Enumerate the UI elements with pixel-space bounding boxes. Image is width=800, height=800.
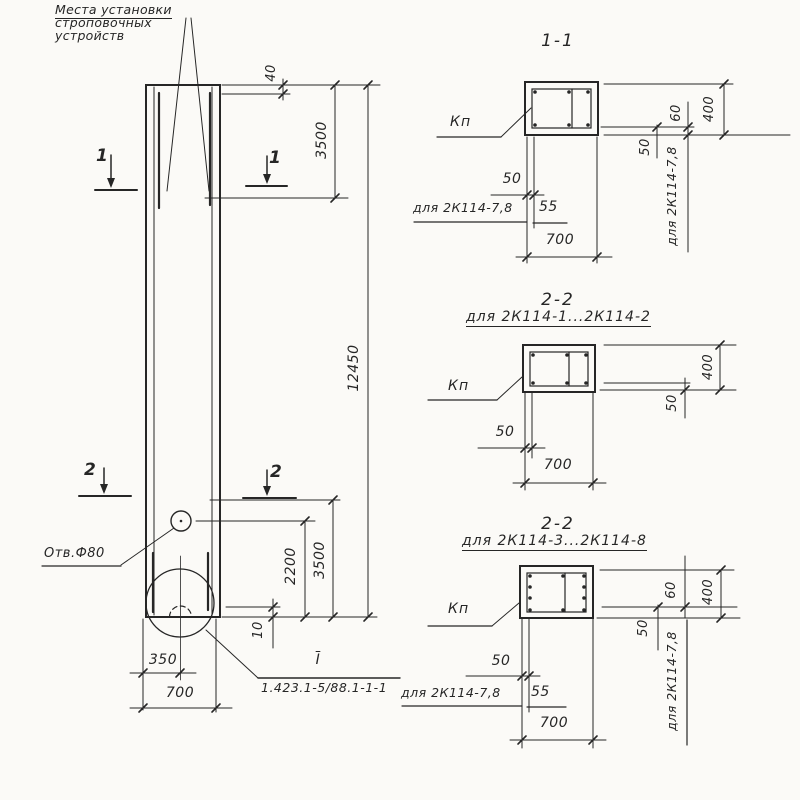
section-2-2a-lines: [428, 345, 736, 490]
dim-lower-3500: 3500: [312, 541, 328, 579]
section-1-1-dim-700: 700: [545, 232, 575, 248]
dim-width-700: 700: [165, 685, 195, 701]
detail-circle: [146, 569, 214, 637]
section-2-2a-subtitle: для 2К114-1...2К114-2: [466, 309, 651, 325]
section-2-2b-dim-400: 400: [700, 578, 716, 606]
section-2-2b-dim-60: 60: [663, 581, 679, 599]
dim-top-offset-40: 40: [263, 64, 279, 82]
section-2-2b-subtitle: для 2К114-3...2К114-8: [462, 533, 647, 549]
strop-note-line2: строповочных: [55, 15, 152, 31]
section-2-2b-right-note: для 2К114-7,8: [663, 631, 679, 731]
column-elevation-lines: [146, 18, 220, 680]
section-1-1-dim-55: 55: [539, 199, 558, 215]
section-2-2a-right-dim-50: 50: [664, 394, 680, 412]
detail-reference: 1.423.1-5/88.1-1-1: [261, 680, 388, 695]
section-1-1-title: 1-1: [541, 31, 575, 51]
dim-total-12450: 12450: [346, 344, 362, 392]
strop-leader-right: [191, 18, 209, 191]
section-1-1-right-note: для 2К114-7,8: [663, 146, 679, 246]
strop-note: [55, 3, 172, 42]
dim-upper-3500: 3500: [314, 121, 330, 159]
dim-half-350: 350: [148, 652, 178, 668]
section-mark-1-right: 1: [269, 148, 282, 168]
dim-hole-2200: 2200: [283, 547, 299, 585]
section-2-2b-alt-note: для 2К114-7,8: [401, 685, 501, 700]
strop-note-line3: устройств: [55, 28, 125, 44]
section-1-1-lines: [414, 82, 790, 263]
section-2-2a-dim-50: 50: [495, 424, 515, 440]
section-mark-1-left: 1: [96, 146, 109, 166]
section-1-1-dim-60: 60: [668, 104, 684, 122]
section-2-2a-dim-400: 400: [700, 353, 716, 381]
hole-label: Отв.Ф80: [44, 546, 105, 561]
section-1-1-kp-label: Кп: [450, 114, 472, 130]
section-2-2b-right-dim-50: 50: [635, 619, 651, 637]
section-2-2a-kp-label: Кп: [448, 378, 470, 394]
section-2-2b-dim-700: 700: [539, 715, 569, 731]
section-1-1-dim-400: 400: [701, 95, 717, 123]
section-1-1-right-dim-50: 50: [637, 138, 653, 156]
section-2-2a-dim-700: 700: [543, 457, 573, 473]
section-2-2a-title: 2-2: [541, 290, 575, 310]
section-2-2b-dim-50: 50: [491, 653, 511, 669]
dim-base-10: 10: [250, 621, 266, 639]
section-mark-2-right: 2: [270, 462, 283, 482]
section-1-1-dim-50: 50: [502, 171, 522, 187]
section-cut-marks: [79, 155, 296, 498]
section-2-2b-kp-label: Кп: [448, 601, 470, 617]
strop-note-line1: Места установки: [55, 2, 172, 17]
section-mark-2-left: 2: [84, 460, 97, 480]
section-1-1-outline: [525, 82, 598, 135]
section-2-2b-title: 2-2: [541, 514, 575, 534]
detail-mark: $\overline{I}$: [315, 652, 321, 668]
section-1-1-alt-note: для 2К114-7,8: [413, 200, 513, 215]
dimension-ticks: [139, 80, 728, 744]
strop-leader-left: [167, 18, 186, 191]
section-2-2b-dim-55: 55: [531, 684, 550, 700]
